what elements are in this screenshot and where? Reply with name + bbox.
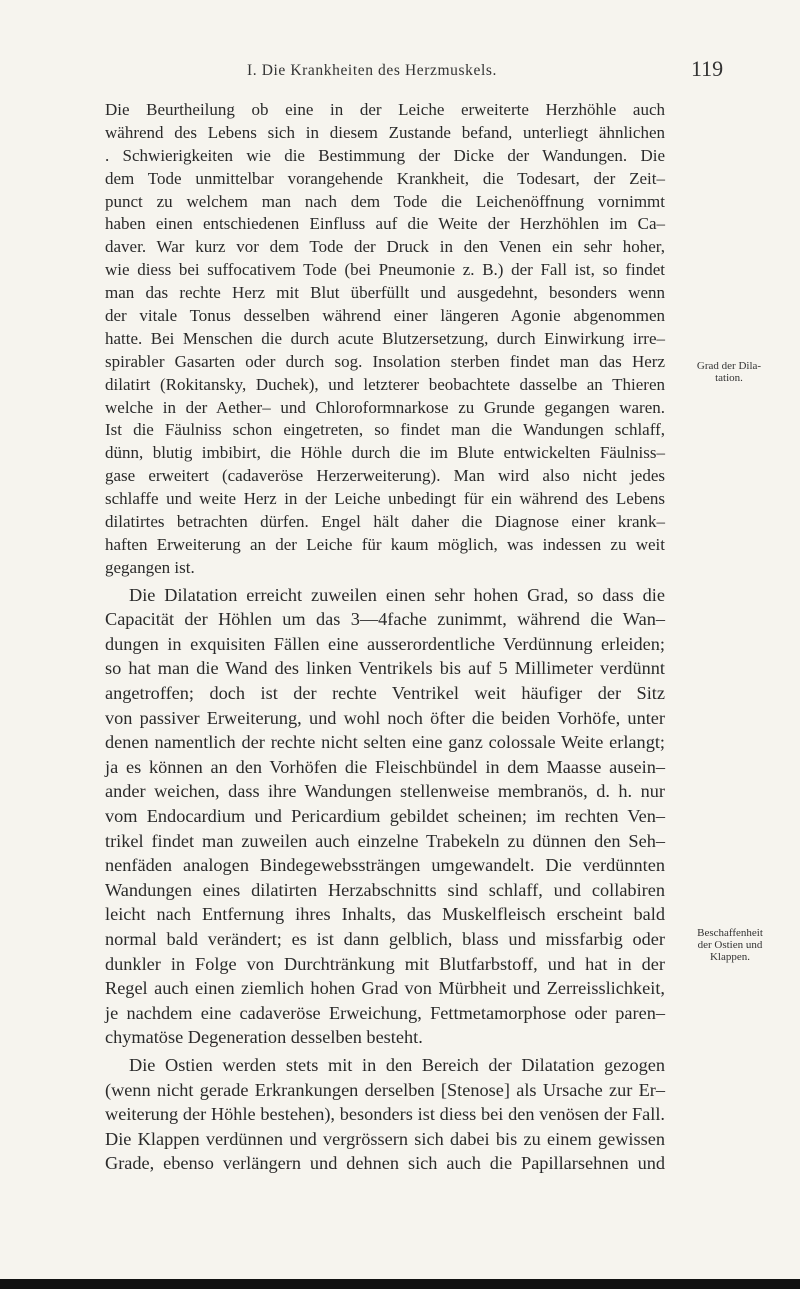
text-line: haben einen entschiedenen Einfluss auf die Weite der Herzhöhlen im Ca– [105,214,665,234]
text-line: wie diess bei suffocativem Tode (bei Pneumonie z. B.) der Fall ist, so findet [105,260,665,280]
text-line: je nachdem eine cadaveröse Erweichung, Fettmetamorphose oder paren– [105,1002,665,1023]
body-text [105,99,665,1176]
text-line: daver. War kurz vor dem Tode der Druck in den Venen ein sehr hoher, [105,237,665,257]
text-line: dilatirtes betrachten dürfen. Engel hält daher die Diagnose einer krank– [105,512,665,532]
text-line: dem Tode unmittelbar vorangehende Krankheit, die Todesart, der Zeit– [105,168,665,188]
text-line: punct zu welchem man nach dem Tode die Leichenöffnung vornimmt [105,191,665,211]
running-head: I. Die Krankheiten des Herzmuskels. [247,62,497,79]
text-line: ja es können an den Vorhöfen die Fleischbündel in dem Maasse ausein– [105,756,665,777]
text-line: denen namentlich der rechte nicht selten eine ganz colossale Weite erlangt; [105,732,665,753]
paragraph-3 [105,1053,665,1176]
sidenote-line: Beschaffenheit [697,927,763,939]
text-line: Grade, ebenso verlängern und dehnen sich auch die Papillarsehnen und [105,1153,665,1174]
text-line: gegangen ist. [105,557,195,577]
text-line: hatte. Bei Menschen die durch acute Blutzersetzung, durch Einwirkung irre– [105,328,665,348]
text-line: Die Ostien werden stets mit in den Bereich der Dilatation gezogen [129,1054,665,1075]
text-line: Die Klappen verdünnen und vergrössern sich dabei bis zu einem gewissen [105,1128,665,1149]
sidenote-line: tation. [715,372,743,384]
paragraph-1 [105,99,665,580]
text-line: normal bald verändert; es ist dann gelblich, blass und missfarbig oder [105,929,665,950]
text-line: Wandungen eines dilatirten Herzabschnitts sind schlaff, und collabiren [105,879,665,900]
text-line: ander weichen, dass ihre Wandungen stellenweise membranös, d. h. nur [105,781,665,802]
sidenote-line: der Ostien und [697,939,763,951]
text-line: angetroffen; doch ist der rechte Ventrikel weit häufiger der Sitz [105,683,665,704]
text-line: man das rechte Herz mit Blut überfüllt und ausgedehnt, besonders wenn [105,283,665,303]
text-line: schlaffe und weite Herz in der Leiche unbedingt für ein während des Lebens [105,489,665,509]
scan-edge-bar [0,1279,800,1289]
sidenote-line: Klappen. [709,951,750,963]
page-header [0,56,800,86]
text-line: so hat man die Wand des linken Ventrikels bis auf 5 Millimeter verdünnt [105,658,665,679]
sidenote-beschaffenheit [668,927,792,963]
text-line: gase erweitert (cadaveröse Herzerweiterung). Man wird also nicht jedes [105,466,665,486]
text-line: nenfäden analogen Bindegewebssträngen umgewandelt. Die verdünnten [105,855,665,876]
text-line: der vitale Tonus desselben während einer längeren Agonie abgenommen [105,306,665,326]
sidenote-grad-der-dilatation [670,360,788,384]
text-line: dunkler in Folge von Durchtränkung mit Blutfarbstoff, und hat in der [105,953,665,974]
text-line: dünn, blutig imbibirt, die Höhle durch die im Blute entwickelten Fäulniss– [105,443,665,463]
text-line: von passiver Erweiterung, und wohl noch öfter die beiden Vorhöfe, unter [105,707,665,728]
text-line: leicht nach Entfernung ihres Inhalts, das Muskelfleisch erscheint bald [105,904,665,925]
text-line: während des Lebens sich in diesem Zustande befand, unterliegt ähnlichen [105,122,665,142]
text-line: haften Erweiterung an der Leiche für kaum möglich, was indessen zu weit [105,534,665,554]
text-line: weiterung der Höhle bestehen), besonders ist diess bei den venösen der Fall. [105,1104,665,1125]
text-line: Die Dilatation erreicht zuweilen einen sehr hohen Grad, so dass die [129,584,665,605]
paragraph-2 [105,583,665,1050]
sidenote-line: Grad der Dila- [696,360,762,372]
page-number: 119 [691,56,724,81]
text-line: . Schwierigkeiten wie die Bestimmung der Dicke der Wandungen. Die [105,145,665,165]
text-line: spirabler Gasarten oder durch sog. Insolation sterben findet man das Herz [105,351,665,371]
text-line: (wenn nicht gerade Erkrankungen derselben [Stenose] als Ursache zur Er– [105,1079,665,1100]
text-line: dilatirt (Rokitansky, Duchek), und letzterer beobachtete dasselbe an Thieren [105,374,665,394]
text-line: Capacität der Höhlen um das 3—4fache zunimmt, während die Wan– [105,609,665,630]
text-line: Regel auch einen ziemlich hohen Grad von Mürbheit und Zerreisslichkeit, [105,978,665,999]
text-line: vom Endocardium und Pericardium gebildet scheinen; im rechten Ven– [105,806,665,827]
text-line: trikel findet man zuweilen auch einzelne Trabekeln zu dünnen den Seh– [105,830,665,851]
text-line: welche in der Aether– und Chloroformnarkose zu Grunde gegangen waren. [105,397,665,417]
text-line: dungen in exquisiten Fällen eine ausserordentliche Verdünnung erleiden; [105,633,665,654]
text-line: chymatöse Degeneration desselben besteht. [105,1027,423,1048]
text-line: Die Beurtheilung ob eine in der Leiche erweiterte Herzhöhle auch [105,100,665,119]
text-line: Ist die Fäulniss schon eingetreten, so findet man die Wandungen schlaff, [105,420,665,440]
